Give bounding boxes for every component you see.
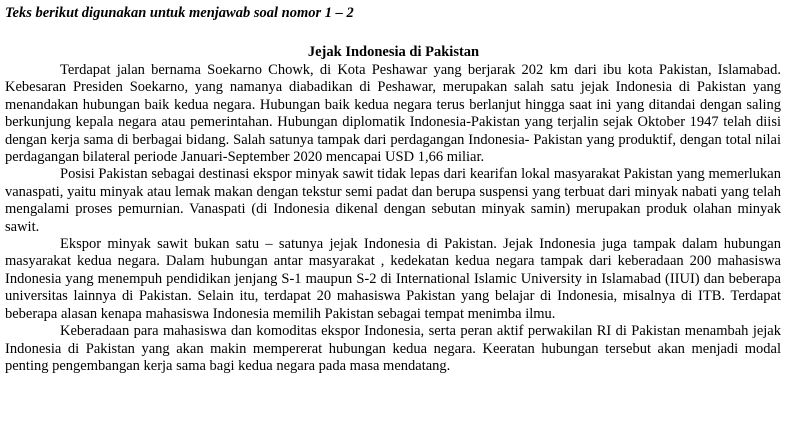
article-paragraph-4: Keberadaan para mahasiswa dan komoditas ekspor Indonesia, serta peran aktif perwakilan RI di Pakistan menambah jejak Indonesia di Pakistan yang akan makin mempererat hubungan kedua negara. Keeratan hubungan tersebut akan menjadi modal penting pengembangan kerja sama bagi kedua negara pada masa mendatang. xyxy=(5,323,781,374)
article-paragraph-1: Terdapat jalan bernama Soekarno Chowk, di Kota Peshawar yang berjarak 202 km dari ibu kota Pakistan, Islamabad. Kebesaran Presiden Soekarno, yang namanya diabadikan di Peshawar, merupakan salah satu jejak Indonesia di Pakistan yang menandakan hubungan baik kedua negara. Hubungan baik kedua negara terus berlanjut hingga saat ini yang ditandai dengan saling berkunjung kepala negara atau pemerintahan. Hubungan diplomatik Indonesia-Pakistan yang terjalin sejak Oktober 1947 telah diisi dengan kerja sama di berbagai bidang. Salah satunya tampak dari perdagangan Indonesia- Pakistan yang produktif, dengan total nilai perdagangan bilateral periode Januari-September 2020 mencapai USD 1,66 miliar. xyxy=(5,62,781,166)
article-paragraph-2: Posisi Pakistan sebagai destinasi ekspor minyak sawit tidak lepas dari kearifan lokal masyarakat Pakistan yang memerlukan vanaspati, yaitu minyak atau lemak makan dengan tekstur semi padat dan berupa suspensi yang terbuat dari minyak nabati yang telah mengalami proses pemurnian. Vanaspati (di Indonesia dikenal dengan sebutan minyak samin) merupakan produk olahan minyak sawit. xyxy=(5,166,781,235)
question-instruction: Teks berikut digunakan untuk menjawab soal nomor 1 – 2 xyxy=(5,5,354,21)
article-paragraph-3: Ekspor minyak sawit bukan satu – satunya jejak Indonesia di Pakistan. Jejak Indonesia juga tampak dalam hubungan masyarakat kedua negara. Dalam hubungan antar masyarakat , kedekatan kedua negara tampak dari keberadaan 200 mahasiswa Indonesia yang menempuh pendidikan jenjang S-1 maupun S-2 di International Islamic University in Islamabad (IIUI) dan beberapa universitas lainnya di Pakistan. Selain itu, terdapat 20 mahasiswa Pakistan yang belajar di Indonesia, misalnya di ITB. Terdapat beberapa alasan kenapa mahasiswa Indonesia memilih Pakistan sebagai tempat menimba ilmu. xyxy=(5,236,781,322)
article-title: Jejak Indonesia di Pakistan xyxy=(307,44,480,60)
article-body xyxy=(5,62,781,375)
